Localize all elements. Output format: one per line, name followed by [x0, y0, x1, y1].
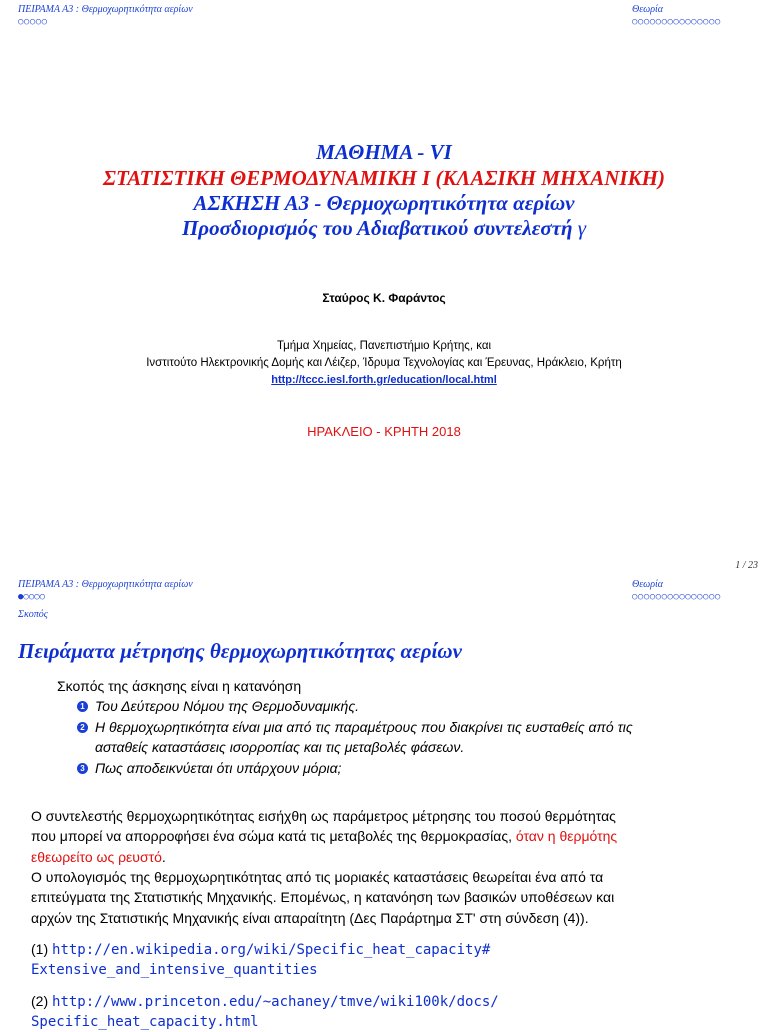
enum-item-2-line-2: ασταθείς καταστάσεις ισορροπίας και τις μεταβολές φάσεων. [95, 739, 465, 755]
reference-1-cont [31, 959, 318, 980]
title-line-4-text: Προσδιορισμός του Αδιαβατικού συντελεστή [181, 216, 573, 240]
subsection-label[interactable]: Σκοπός [18, 609, 48, 620]
place-date: ΗΡΑΚΛΕΙΟ - ΚΡΗΤΗ 2018 [307, 424, 461, 439]
enum-item-1: Του Δεύτερου Νόμου της Θερμοδυναμικής. [95, 698, 360, 714]
reference-1 [31, 939, 490, 960]
reference-1-label: (1) [31, 941, 49, 957]
header-nav-dots-right[interactable]: ○○○○○○○○○○○○○○○ [632, 17, 721, 27]
reference-2 [31, 991, 499, 1012]
intro-text: Σκοπός της άσκησης είναι η κατανόηση [57, 678, 302, 694]
enum-bullet-3: 3 [77, 763, 88, 774]
reference-1-link-cont[interactable]: Extensive_and_intensive_quantities [31, 962, 318, 978]
header-nav-dots-left[interactable]: ○○○○○ [18, 17, 48, 27]
paragraph-2-line-3: αρχών της Στατιστικής Μηχανικής είναι απαραίτητη (Δες Παράρτημα ΣΤ' στη σύνδεση (4)). [31, 910, 589, 926]
enum-item-2-line-1: Η θερμοχωρητικότητα είναι μια από τις παραμέτρους που διακρίνει τις ευσταθείς από τις [95, 719, 633, 735]
paragraph-1-end: . [161, 849, 166, 865]
institution-link-row [0, 374, 768, 386]
enum-bullet-2: 2 [77, 722, 88, 733]
enum-bullet-1: 1 [77, 701, 88, 712]
gamma-symbol: γ [577, 216, 587, 240]
reference-2-link-cont[interactable]: Specific_heat_capacity.html [31, 1014, 259, 1030]
reference-2-link[interactable]: http://www.princeton.edu/~achaney/tmve/wiki100k/docs/ [52, 994, 499, 1010]
paragraph-1-line-2-text: που μπορεί να απορροφήσει ένα σώμα κατά τις μεταβολές της θερμοκρασίας, [31, 828, 516, 844]
header-section-title[interactable]: ΠΕΙΡΑΜΑ Α3 : Θερμοχωρητικότητα αερίων [18, 4, 193, 15]
slide2-header-subsection-title[interactable]: Θεωρία [632, 579, 664, 590]
page-number: 1 / 23 [735, 560, 758, 571]
active-nav-dot[interactable]: ● [18, 592, 24, 602]
inactive-nav-dots[interactable]: ○○○○ [23, 592, 46, 602]
slide2-header-nav-dots-left[interactable] [18, 592, 45, 602]
slide2-header-section-title[interactable]: ΠΕΙΡΑΜΑ Α3 : Θερμοχωρητικότητα αερίων [18, 579, 193, 590]
reference-2-cont [31, 1011, 259, 1032]
institution-line-2: Ινστιτούτο Ηλεκτρονικής Δομής και Λέιζερ, Ίδρυμα Τεχνολογίας και Έρευνας, Ηράκλειο, Κρήτη [146, 357, 622, 369]
header-subsection-title[interactable]: Θεωρία [632, 4, 664, 15]
frame-title: Πειράματα μέτρησης θερμοχωρητικότητας αερίων [18, 639, 462, 663]
paragraph-1-line-2 [31, 826, 721, 847]
title-line-3: ΑΣΚΗΣΗ Α3 - Θερμοχωρητικότητα αερίων [193, 191, 575, 215]
title-line-4 [0, 216, 768, 241]
paragraph-2-line-1: Ο υπολογισμός της θερμοχωρητικότητας από τις μοριακές καταστάσεις θεωρείται ένα από τα [31, 869, 604, 885]
title-line-2: ΣΤΑΤΙΣΤΙΚΗ ΘΕΡΜΟΔΥΝΑΜΙΚΗ Ι (ΚΛΑΣΙΚΗ ΜΗΧΑΝΙΚΗ) [103, 166, 665, 190]
paragraph-1-highlight-a: όταν η θερμότης [515, 828, 618, 844]
enum-item-3: Πως αποδεικνύεται ότι υπάρχουν μόρια; [95, 760, 342, 776]
course-link[interactable]: http://tccc.iesl.forth.gr/education/local.html [271, 374, 497, 386]
author-name: Σταύρος Κ. Φαράντος [322, 291, 446, 305]
institution-line-1: Τμήμα Χημείας, Πανεπιστήμιο Κρήτης, και [276, 340, 492, 352]
paragraph-1-line-1: Ο συντελεστής θερμοχωρητικότητας εισήχθη ως παράμετρος μέτρησης του ποσού θερμότητας [31, 808, 616, 824]
title-line-1: ΜΑΘΗΜΑ - VI [316, 140, 452, 164]
paragraph-2-line-2: επιτεύγματα της Στατιστικής Μηχανικής. Επομένως, η κατανόηση των βασικών υποθέσεων και [31, 889, 615, 905]
slide2-header-nav-dots-right[interactable]: ○○○○○○○○○○○○○○○ [632, 592, 721, 602]
reference-2-label: (2) [31, 993, 49, 1009]
reference-1-link[interactable]: http://en.wikipedia.org/wiki/Specific_heat_capacity# [52, 942, 491, 958]
paragraph-1-line-3 [31, 847, 721, 868]
paragraph-1-highlight-b: εθεωρείτο ως ρευστό [31, 849, 162, 865]
